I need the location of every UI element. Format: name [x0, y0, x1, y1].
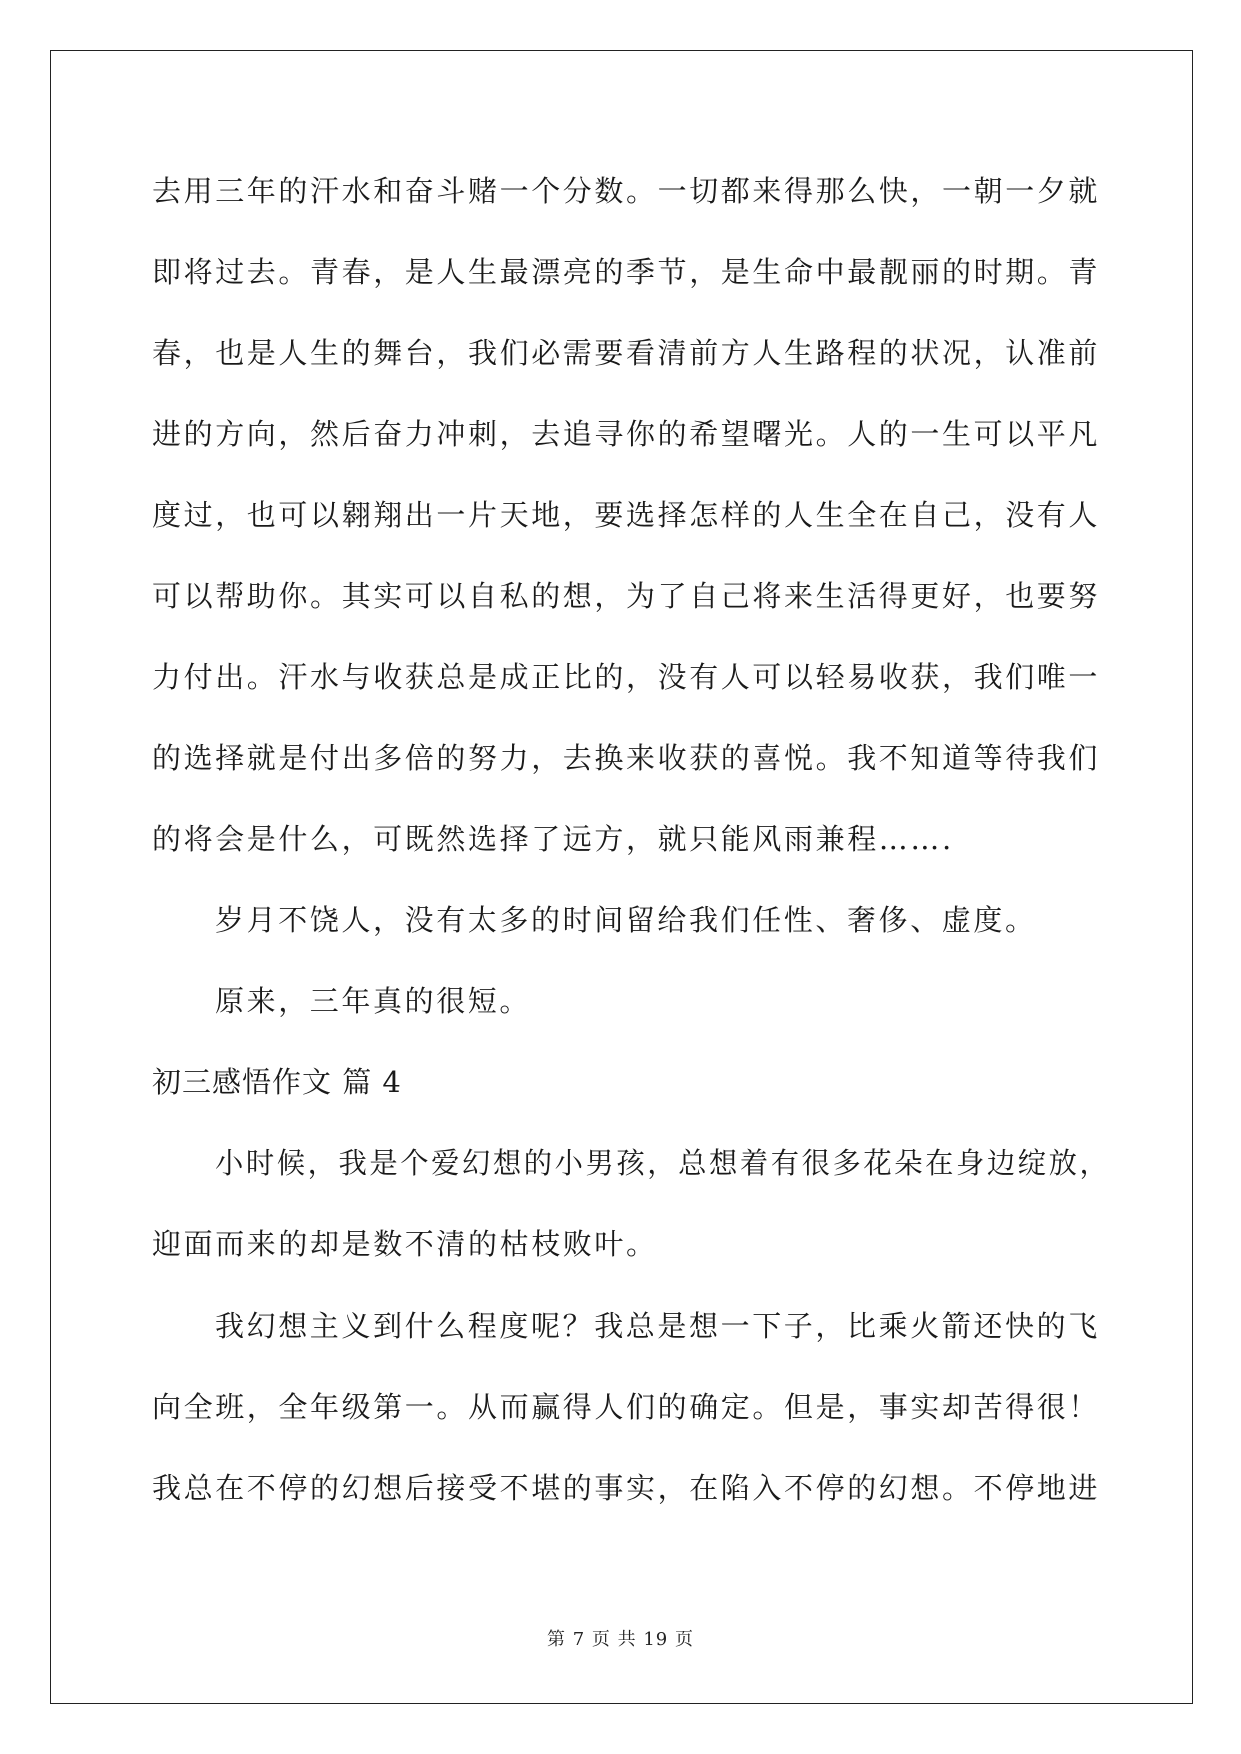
- section-para-2-line-1: 我幻想主义到什么程度呢？我总是想一下子，比乘火箭还快的飞: [215, 1309, 1100, 1343]
- paragraph-2: 岁月不饶人，没有太多的时间留给我们任性、奢侈、虚度。: [215, 903, 1037, 937]
- body-line-4: 进的方向，然后奋力冲刺，去追寻你的希望曙光。人的一生可以平凡: [152, 417, 1101, 451]
- section-para-2-line-3: 我总在不停的幻想后接受不堪的事实，在陷入不停的幻想。不停地进: [152, 1471, 1101, 1505]
- body-line-2: 即将过去。青春，是人生最漂亮的季节，是生命中最靓丽的时期。青: [152, 255, 1101, 289]
- body-line-5: 度过，也可以翱翔出一片天地，要选择怎样的人生全在自己，没有人: [152, 498, 1101, 532]
- section-para-2-line-2: 向全班，全年级第一。从而赢得人们的确定。但是，事实却苦得很！: [152, 1390, 1101, 1424]
- section-para-1-line-2: 迎面而来的却是数不清的枯枝败叶。: [152, 1227, 658, 1261]
- section-heading: 初三感悟作文 篇 4: [152, 1065, 402, 1099]
- body-line-1: 去用三年的汗水和奋斗赌一个分数。一切都来得那么快，一朝一夕就: [152, 174, 1101, 208]
- body-line-8: 的选择就是付出多倍的努力，去换来收获的喜悦。我不知道等待我们: [152, 741, 1101, 775]
- body-line-3: 春，也是人生的舞台，我们必需要看清前方人生路程的状况，认准前: [152, 336, 1101, 370]
- section-para-1-line-1: 小时候，我是个爱幻想的小男孩，总想着有很多花朵在身边绽放，: [215, 1146, 1111, 1180]
- page-border: [50, 50, 1193, 1704]
- body-line-7: 力付出。汗水与收获总是成正比的，没有人可以轻易收获，我们唯一: [152, 660, 1101, 694]
- body-line-9: 的将会是什么，可既然选择了远方，就只能风雨兼程…….: [152, 822, 954, 856]
- page-footer: 第 7 页 共 19 页: [547, 1629, 694, 1650]
- paragraph-3: 原来，三年真的很短。: [215, 984, 532, 1018]
- body-line-6: 可以帮助你。其实可以自私的想，为了自己将来生活得更好，也要努: [152, 579, 1101, 613]
